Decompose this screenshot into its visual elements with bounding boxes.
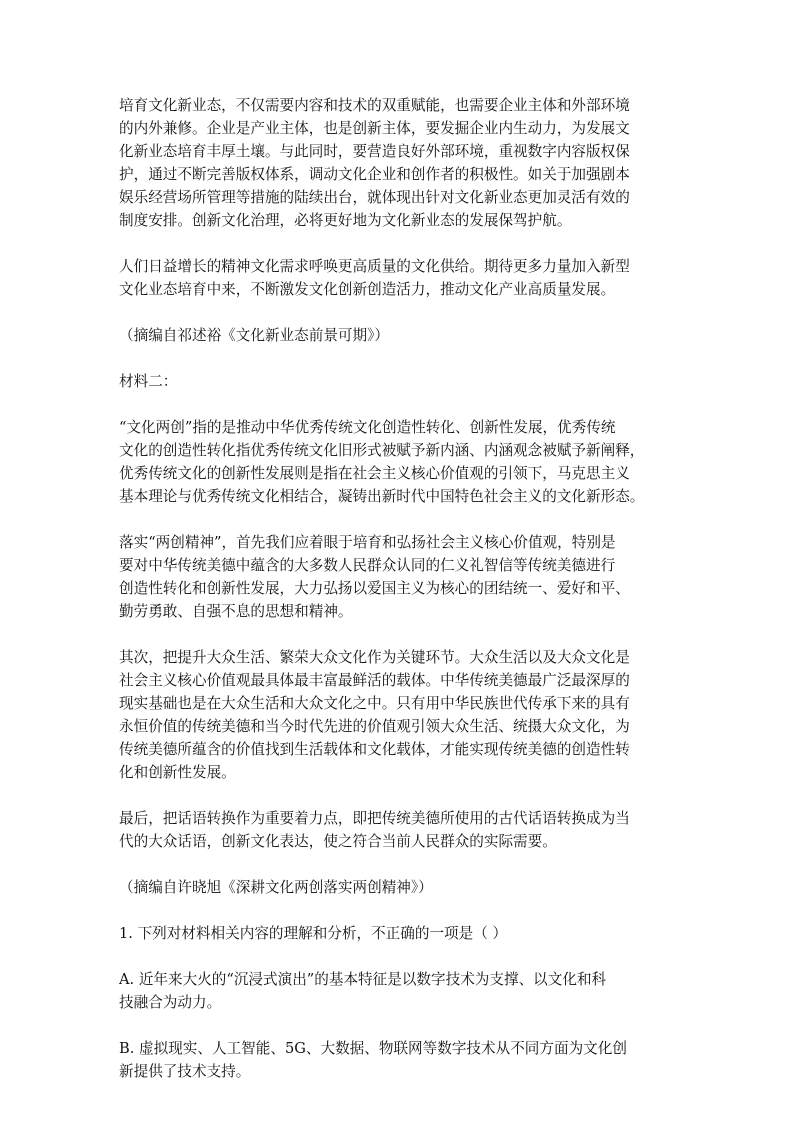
option-a: A. 近年来大火的“沉浸式演出”的基本特征是以数字技术为支撑、以文化和科 技融合为动力。: [119, 971, 607, 1011]
paragraph-gap: [119, 853, 679, 876]
document-body: [119, 94, 679, 1083]
source-citation-2: （摘编自许晓旭《深耕文化两创落实两创精神》）: [119, 879, 433, 896]
paragraph-cultivate-new-formats: 培育文化新业态，不仅需要内容和技术的双重赋能，也需要企业主体和外部环境 的内外兼修。企业是产业主体，也是创新主体，要发掘企业内生动力，为发展文 化新业态培育丰厚土壤。与此同时，要营造良好外部环境，重视数字内容版权保 护，通过不断完善版权体系，调动文化企业和创作者的积极性。如关于加强剧本 娱乐经营场所管理等措施的陆续出台，就体现出针对文化新业态更加灵活有效的 制度安排。创新文化治理，必将更好地为文化新业态的发展保驾护航。: [119, 97, 630, 229]
paragraph-gap: [119, 899, 679, 922]
source-citation-1: （摘编自祁述裕《文化新业态前景可期》）: [119, 327, 389, 344]
paragraph-first-core-values: 落实“两创精神”，首先我们应着眼于培育和弘扬社会主义核心价值观，特别是 要对中华传统美德中蕴含的大多数人民群众认同的仁义礼智信等传统美德进行 创造性转化和创新性发展，大力弘扬以爱国主义为核心的团结统一、爱好和平、 勤劳勇敢、自强不息的思想和精神。: [119, 534, 630, 620]
material-two-heading: 材料二：: [119, 373, 178, 390]
option-b: B. 虚拟现实、人工智能、5G、大数据、物联网等数字技术从不同方面为文化创 新提供了技术支持。: [119, 1040, 627, 1080]
paragraph-cultural-demand: 人们日益增长的精神文化需求呼唤更高质量的文化供给。期待更多力量加入新型 文化业态培育中来，不断激发文化创新创造活力，推动文化产业高质量发展。: [119, 258, 630, 298]
paragraph-gap: [119, 1014, 679, 1037]
paragraph-gap: [119, 301, 679, 324]
paragraph-gap: [119, 945, 679, 968]
paragraph-second-mass-culture: 其次，把提升大众生活、繁荣大众文化作为关键环节。大众生活以及大众文化是 社会主义核心价值观最具体最丰富最鲜活的载体。中华传统美德最广泛最深厚的 现实基础也是在大众生活和大众文化之中。只有用中华民族世代传承下来的具有 永恒价值的传统美德和当今时代先进的价值观引领大众生活、统摄大众文化，为 传统美德所蕴含的价值找到生活载体和文化载体，才能实现传统美德的创造性转 化和创新性发展。: [119, 649, 630, 781]
paragraph-gap: [119, 623, 679, 646]
paragraph-gap: [119, 393, 679, 416]
paragraph-gap: [119, 508, 679, 531]
paragraph-gap: [119, 232, 679, 255]
paragraph-gap: [119, 784, 679, 807]
question-1: 1. 下列对材料相关内容的理解和分析，不正确的一项是（ ）: [119, 925, 508, 942]
paragraph-finally-discourse: 最后，把话语转换作为重要着力点，即把传统美德所使用的古代话语转换成为当 代的大众话语，创新文化表达，使之符合当前人民群众的实际需要。: [119, 810, 630, 850]
paragraph-gap: [119, 347, 679, 370]
paragraph-two-creations-definition: “文化两创”指的是推动中华优秀传统文化创造性转化、创新性发展，优秀传统 文化的创造性转化指优秀传统文化旧形式被赋予新内涵、内涵观念被赋予新阐释， 优秀传统文化的创新性发展则是指在社会主义核心价值观的引领下，马克思主义 基本理论与优秀传统文化相结合，凝铸出新时代中国特色社会主义的文化新形态。: [119, 419, 645, 505]
